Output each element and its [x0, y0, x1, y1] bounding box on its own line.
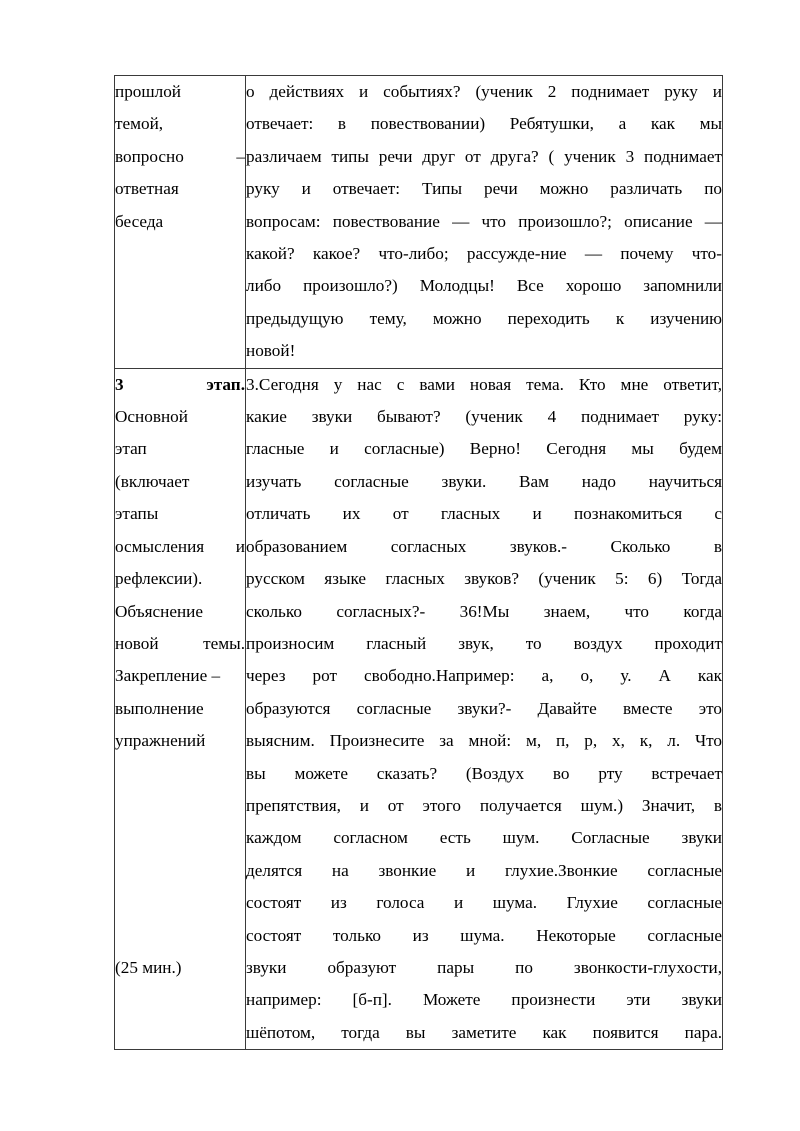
activity-text-line: новой!	[246, 341, 296, 361]
stage-heading: 3 этап.	[115, 374, 245, 394]
activity-text-line: вы можете сказать? (Воздух во рту встречает	[246, 763, 722, 783]
stage-text-line: Основной	[115, 407, 188, 427]
activity-text-line: 3.Сегодня у нас с вами новая тема. Кто мне ответит,	[246, 374, 722, 394]
activity-text-line: состоят из голоса и шума. Глухие согласные	[246, 893, 722, 913]
activity-text-line: сколько согласных?- 36!Мы знаем, что когда	[246, 601, 722, 621]
activity-text-line: произносим гласный звук, то воздух проходит	[246, 633, 722, 653]
activity-cell	[246, 76, 723, 369]
activity-text-line: отличать их от гласных и познакомиться с	[246, 504, 722, 524]
stage-cell	[115, 368, 246, 1050]
activity-text-line: русском языке гласных звуков? (ученик 5: 6) Тогда	[246, 569, 722, 589]
stage-text-line: новой темы.	[115, 633, 245, 653]
stage-text-line: этап	[115, 439, 147, 459]
activity-text-line: шёпотом, тогда вы заметите как появится пара.	[246, 1022, 722, 1042]
stage-text-line: вопросно –	[115, 146, 245, 166]
activity-text-line: звуки образуют пары по звонкости-глухости,	[246, 957, 722, 977]
stage-text-line: рефлексии).	[115, 569, 203, 589]
stage-text-line: выполнение	[115, 698, 204, 718]
activity-text-line: гласные и согласные) Верно! Сегодня мы будем	[246, 439, 722, 459]
stage-text-line: Объяснение	[115, 601, 204, 621]
stage-text-line: темой,	[115, 114, 164, 134]
activity-text-line: препятствия, и от этого получается шум.) Значит, в	[246, 795, 722, 815]
activity-text-line: каждом согласном есть шум. Согласные звуки	[246, 828, 722, 848]
activity-text-line: образованием согласных звуков.- Сколько в	[246, 536, 722, 556]
table-row	[115, 368, 723, 1050]
activity-text-line: делятся на звонкие и глухие.Звонкие согласные	[246, 860, 722, 880]
stage-text-line: ответная	[115, 179, 179, 199]
stage-text-line: (включает	[115, 471, 190, 491]
stage-text-line: прошлой	[115, 82, 181, 101]
activity-text-line: например: [б-п]. Можете произнести эти звуки	[246, 990, 722, 1010]
activity-text-line: какой? какое? что-либо; рассужде-ние — почему что-	[246, 244, 722, 264]
activity-text-line: руку и отвечает: Типы речи можно различать по	[246, 179, 722, 199]
activity-text-line: предыдущую тему, можно переходить к изучению	[246, 308, 722, 328]
stage-duration: (25 мин.)	[115, 957, 182, 977]
activity-text-line: вопросам: повествование — что произошло?; описание —	[246, 211, 722, 231]
activity-text-line: либо произошло?) Молодцы! Все хорошо запомнили	[246, 276, 722, 296]
activity-text-line: какие звуки бывают? (ученик 4 поднимает руку:	[246, 407, 722, 427]
activity-text-line: изучать согласные звуки. Вам надо научиться	[246, 471, 722, 491]
lesson-plan-table	[114, 75, 723, 1050]
activity-text-line: о действиях и событиях? (ученик 2 поднимает руку и	[246, 82, 722, 101]
table-row	[115, 76, 723, 369]
activity-text-line: различаем типы речи друг от друга? ( ученик 3 поднимает	[246, 146, 722, 166]
stage-text-line: осмысления и	[115, 536, 245, 556]
stage-text-line: упражнений	[115, 731, 206, 751]
activity-text-line: образуются согласные звуки?- Давайте вместе это	[246, 698, 722, 718]
activity-cell	[246, 368, 723, 1050]
activity-text-line: состоят только из шума. Некоторые согласные	[246, 925, 722, 945]
activity-text-line: через рот свободно.Например: а, о, у. А как	[246, 666, 722, 686]
stage-text-line: беседа	[115, 211, 164, 231]
stage-cell	[115, 76, 246, 369]
activity-text-line: отвечает: в повествовании) Ребятушки, а как мы	[246, 114, 722, 134]
stage-text-line: этапы	[115, 504, 159, 524]
activity-text-line: выясним. Произнесите за мной: м, п, р, х, к, л. Что	[246, 731, 722, 751]
stage-text-line: Закрепление –	[115, 666, 221, 686]
